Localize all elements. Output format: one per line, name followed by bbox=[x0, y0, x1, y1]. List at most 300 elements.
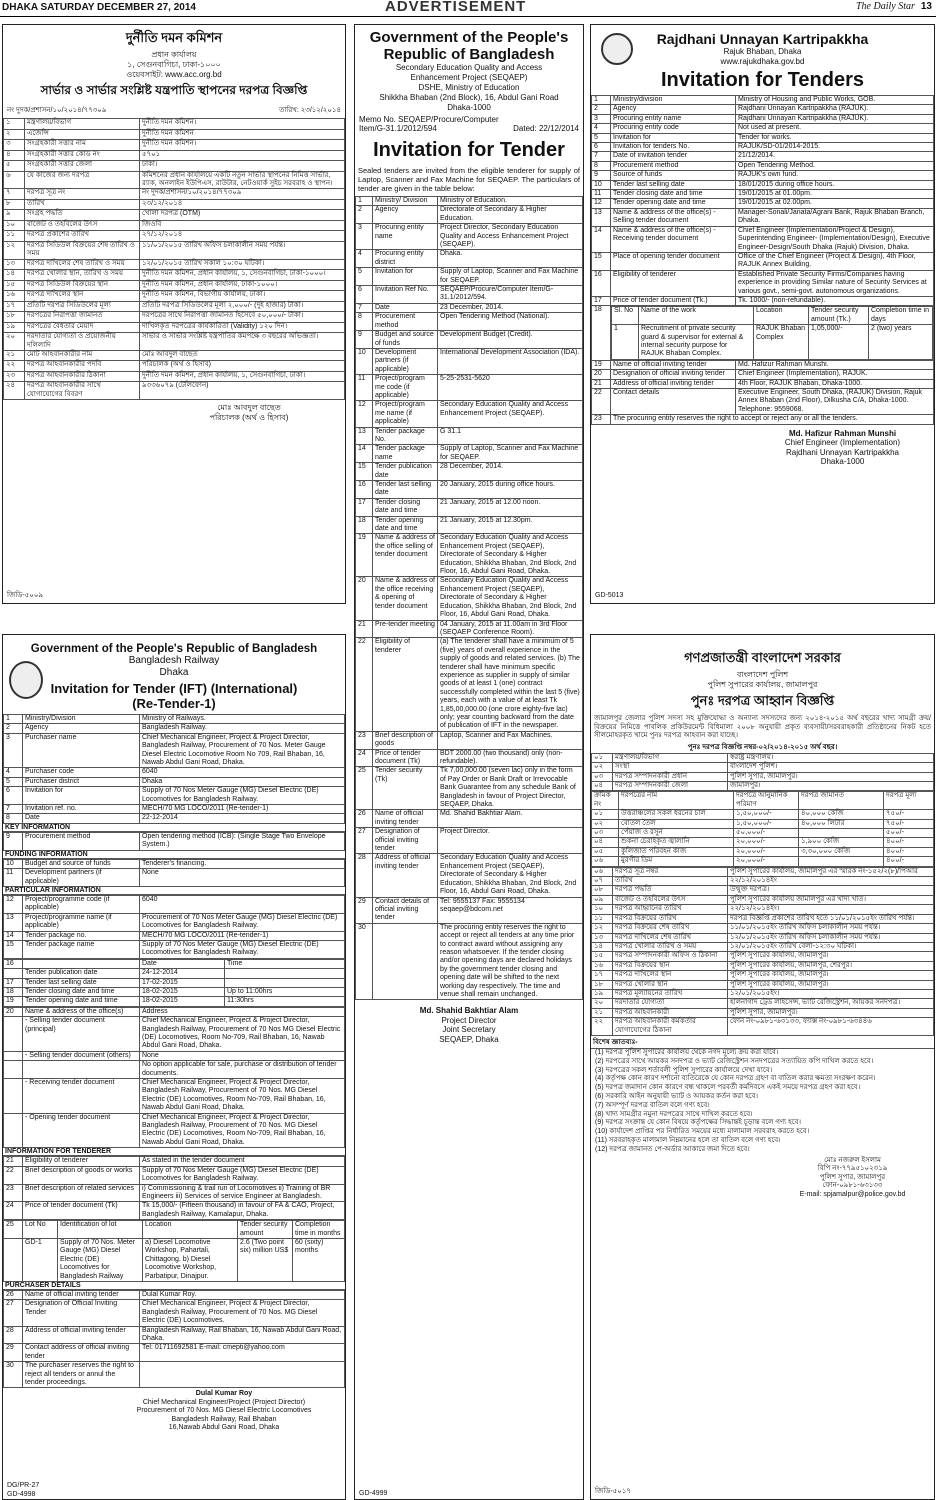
table-cell: ২২/১২/২০১৪ইং। bbox=[728, 905, 934, 914]
table-cell: Invitation ref. no. bbox=[23, 805, 140, 814]
table-row bbox=[356, 854, 583, 897]
table-row bbox=[4, 1184, 345, 1202]
table-cell: Manager-Sonali/Janata/Agrani Bank, Rajuk Bhaban Branch, Dhaka. bbox=[736, 208, 934, 226]
table-cell: দরপত্রের সাথে নিরাপত্তা জামানত হিসেবে ৫০,০০০/- টাকা। bbox=[140, 312, 345, 323]
table-cell: 21 January, 2015 at 12.00 noon. bbox=[438, 498, 583, 516]
table-cell: দরপত্র আহবানকারী bbox=[613, 1008, 728, 1017]
table-cell: 21 bbox=[356, 620, 373, 638]
railway-table-4 bbox=[3, 895, 345, 959]
table-cell: ১৬ bbox=[592, 961, 613, 970]
table-cell: ০৯ bbox=[592, 895, 613, 904]
acc-tender-ad bbox=[2, 24, 346, 604]
table-cell: 6040 bbox=[140, 768, 345, 777]
table-cell: 10 bbox=[356, 348, 373, 374]
table-row bbox=[4, 270, 345, 281]
table-cell: Procuring entity name bbox=[373, 224, 438, 250]
table-cell: দরপত্র পদ্ধতি bbox=[613, 886, 728, 895]
note-item: (9) দরপত্র সংক্রান্ত যে কোন বিষয়ে কর্তৃপক্ষের সিদ্ধান্তই চূড়ান্ত বলে গণ্য হবে। bbox=[595, 1119, 802, 1127]
table-cell: 5 bbox=[592, 133, 611, 142]
table-cell: পুলিশ সুপার, জামালপুর। bbox=[728, 1008, 934, 1017]
table-cell: 19 bbox=[4, 997, 23, 1006]
table-row bbox=[592, 838, 934, 847]
table-row bbox=[4, 997, 345, 1006]
table-cell: বাজেট ও তহবিলের উৎস bbox=[25, 220, 140, 231]
table-cell: 20 bbox=[592, 370, 611, 379]
table-cell: 28 bbox=[356, 854, 373, 897]
table-cell: Time bbox=[225, 959, 345, 968]
table-cell: Supply of 70 Nos. Meter Gauge (MG) Diesel Electric (DE) Locomotives for Bangladesh Railway bbox=[58, 1238, 143, 1281]
table-cell: দরপত্র দাখিলের শেষ তারিখ ও সময় bbox=[25, 259, 140, 270]
table-cell: দরপত্র খোলার স্থান bbox=[613, 980, 728, 989]
table-cell: Budget and source of funds bbox=[373, 331, 438, 349]
page-header bbox=[0, 0, 936, 17]
table-cell: Open Tendering Method. bbox=[736, 161, 934, 170]
table-cell: 26 bbox=[356, 810, 373, 828]
table-cell: 23 bbox=[356, 731, 373, 749]
table-row bbox=[4, 1061, 345, 1079]
table-row bbox=[4, 805, 345, 814]
table-row bbox=[4, 959, 345, 968]
table-cell: ০১ bbox=[592, 753, 613, 762]
table-row bbox=[4, 1007, 345, 1016]
table-row bbox=[592, 171, 934, 180]
table-row bbox=[592, 753, 934, 762]
table-cell: ৫৭০১ bbox=[140, 150, 345, 161]
table-cell: প্রতিটি দরপত্র সিডিউলের মূল্য ২,০০০/- (দুই হাজার) টাকা। bbox=[140, 301, 345, 312]
table-cell: 18/01/2015 during office hours. bbox=[736, 180, 934, 189]
table-row bbox=[592, 914, 934, 923]
police-subhead: পুনঃ দরপত্র বিজ্ঞপ্তি নম্বর-০২/২০১৪-২০১৫ অর্থ বছর। bbox=[687, 743, 838, 751]
table-cell: Date of invitation tender bbox=[611, 152, 736, 161]
table-row bbox=[4, 291, 345, 302]
table-cell: ২১ bbox=[592, 1008, 613, 1017]
table-cell: Invitation for bbox=[611, 133, 736, 142]
table-cell bbox=[373, 923, 438, 1000]
table-cell: 21 bbox=[592, 379, 611, 388]
table-cell: Open Tendering Method (National). bbox=[438, 313, 583, 331]
acc-website: ওয়েবসাইট: www.acc.org.bd bbox=[126, 70, 222, 79]
railway-body bbox=[3, 714, 345, 1388]
table-cell: 16 bbox=[592, 270, 611, 296]
table-cell: Sl. No bbox=[612, 307, 639, 325]
note-item: (5) দরপত্র জমাদান কোন কারণে বন্ধ থাকলে পরবর্তী কর্মদিবসে একই সময়ে দরপত্র গ্রহণ করা হবে। bbox=[595, 1084, 861, 1092]
table-cell: Invitation for bbox=[373, 268, 438, 286]
railway-funding-info: FUNDING INFORMATION bbox=[3, 851, 345, 859]
table-row bbox=[592, 370, 934, 379]
table-row bbox=[356, 498, 583, 516]
table-cell: None bbox=[140, 1051, 345, 1060]
table-cell bbox=[225, 978, 345, 987]
table-cell: দরপত্রে আনুমানিক পরিমাণ bbox=[734, 792, 799, 810]
table-cell: Dhaka. bbox=[438, 250, 583, 268]
table-cell: Name & address of the office(s) bbox=[23, 1007, 140, 1016]
table-cell bbox=[23, 1061, 140, 1079]
table-cell: ১৪ bbox=[4, 270, 25, 281]
table-row bbox=[4, 140, 345, 151]
table-cell: ৫ bbox=[4, 161, 25, 172]
table-cell bbox=[799, 857, 884, 866]
table-cell: Name of the work bbox=[639, 307, 754, 325]
rajuk-tender-ad bbox=[590, 24, 935, 604]
table-row bbox=[4, 259, 345, 270]
table-cell: G 31.1 bbox=[438, 427, 583, 445]
rajuk-title: Rajdhani Unnayan Kartripakkha bbox=[656, 31, 869, 47]
table-row bbox=[356, 897, 583, 923]
table-cell: GD-1 bbox=[23, 1238, 58, 1281]
table-cell: দরপত্র আহবানকারীর সাথে যোগাযোগের বিবরণ bbox=[25, 382, 140, 400]
table-row bbox=[356, 731, 583, 749]
table-cell: 60 (sixty) months bbox=[293, 1238, 345, 1281]
table-cell: নং দুদক/প্রশাসন/১০/২০১৪/৭৭৩০৯ bbox=[140, 189, 345, 200]
table-cell: 1,05,000/- bbox=[809, 325, 869, 360]
table-cell: Name & address of the office receiving & opening of tender document bbox=[373, 577, 438, 620]
table-cell: 30 bbox=[4, 1362, 23, 1388]
table-cell: দুর্নীতি দমন কমিশন, প্রধান কার্যালয়, ১, সেগুনবাগিচা, ঢাকা-১০০০। bbox=[140, 270, 345, 281]
table-cell: বাজেট ও তহবিলের উৎস bbox=[613, 895, 728, 904]
table-cell: 7 bbox=[592, 152, 611, 161]
table-cell: Purchaser name bbox=[23, 733, 140, 768]
table-cell: Place of opening tender document bbox=[611, 252, 736, 270]
table-row bbox=[4, 171, 345, 189]
table-row bbox=[592, 877, 934, 886]
table-cell: Date bbox=[23, 814, 140, 823]
table-cell: জিওবি bbox=[140, 220, 345, 231]
table-row bbox=[592, 772, 934, 781]
table-cell: Chief Mechanical Engineer, Project & Project Director, Bangladesh Railway, Procurement of 70 Nos. MG Diesel Electric (DE) Locomotives. bbox=[140, 1300, 345, 1326]
table-cell: ৪০,০০০ কেজি bbox=[799, 810, 884, 819]
table-cell: 29 bbox=[4, 1344, 23, 1362]
acc-office: প্রধান কার্যালয় bbox=[151, 50, 197, 59]
table-cell: Chief Mechanical Engineer, Project & Project Director, Bangladesh Railway, Procurement of 70 Nos. MG Diesel Electric (DE) Locomotives, Room No-709, Rail Bhaban, 16, Nawab Abdul Gani Road, Dhaka. bbox=[140, 1079, 345, 1114]
table-cell: 2 bbox=[356, 206, 373, 224]
table-cell: Purchaser code bbox=[23, 768, 140, 777]
table-cell: পুলিশ সুপারের কার্যালয় জামালপুর এর খাদ্য খাত। bbox=[728, 895, 934, 904]
table-cell: 11 bbox=[592, 190, 611, 199]
table-cell: ০৭ bbox=[592, 877, 613, 886]
table-row bbox=[4, 312, 345, 323]
table-cell: Agency bbox=[611, 105, 736, 114]
table-cell: Name of official inviting tender bbox=[611, 360, 736, 369]
seqaep-memo-line: Item/G-31.1/2012/594 Dated: 22/12/2014 bbox=[359, 124, 579, 133]
table-cell: 30 bbox=[356, 923, 373, 1000]
table-row bbox=[612, 307, 933, 325]
table-row bbox=[356, 401, 583, 427]
acc-signature: মোঃ আবদুল বাছেত পরিচালক (অর্থ ও হিসাব) bbox=[209, 403, 289, 422]
table-row bbox=[4, 1290, 345, 1299]
table-row bbox=[4, 787, 345, 805]
seqaep-sub-3: DSHE, Ministry of Education bbox=[418, 83, 520, 92]
table-cell: None bbox=[140, 869, 345, 887]
table-row bbox=[356, 206, 583, 224]
table-cell: a) Diesel Locomotive Workshop, Pahartali, Chittagong. b) Diesel Locomotive Workshop, Parbatipur, Dinajpur. bbox=[143, 1238, 238, 1281]
police-heading: পুনঃ দরপত্র আহ্বান বিজ্ঞপ্তি bbox=[690, 693, 835, 708]
table-cell: Project/program me code (if applicable) bbox=[373, 375, 438, 401]
table-cell: 18 bbox=[592, 306, 611, 360]
table-cell bbox=[4, 1017, 23, 1052]
table-row bbox=[4, 1051, 345, 1060]
table-cell: ৪০০/- bbox=[884, 857, 934, 866]
table-cell: 23 December, 2014. bbox=[438, 303, 583, 312]
table-cell: Ministry of Education. bbox=[438, 197, 583, 206]
note-item: (2) দরপত্রের সাথে আয়কর সনদপত্র ও ভ্যাট রেজিস্ট্রেশন সনদপত্রের সত্যায়িত কপি দাখিল করতে হবে। bbox=[595, 1057, 874, 1065]
table-cell: Name & address of the office(s) - Receiving tender document bbox=[611, 226, 736, 252]
table-row bbox=[592, 270, 934, 296]
table-cell: ১০ bbox=[4, 220, 25, 231]
table-cell: 25 bbox=[356, 767, 373, 810]
table-cell bbox=[4, 1113, 23, 1148]
table-cell: Project/program me name (if applicable) bbox=[373, 401, 438, 427]
table-cell: শুকনা চেরাইকৃত জ্বালানি bbox=[619, 838, 734, 847]
table-cell: দরপত্র সিডিউল বিক্রয়ের স্থান bbox=[25, 280, 140, 291]
table-row bbox=[4, 895, 345, 913]
table-cell: দরপত্র সিডিউল বিক্রয়ের শেষ তারিখ ও সময় bbox=[25, 241, 140, 259]
table-row bbox=[4, 832, 345, 850]
table-cell: ক্রমিক নং bbox=[592, 792, 619, 810]
table-row bbox=[592, 971, 934, 980]
section-label: ADVERTISEMENT bbox=[385, 0, 527, 15]
table-cell: দুর্নীতি দমন কমিশন। bbox=[140, 119, 345, 130]
table-cell: 3 bbox=[356, 224, 373, 250]
police-body bbox=[591, 753, 934, 1155]
table-row bbox=[592, 152, 934, 161]
table-row bbox=[592, 208, 934, 226]
table-row bbox=[4, 724, 345, 733]
table-cell: পুলিশ সুপারের কার্যালয়, জামালপুর। bbox=[728, 971, 934, 980]
table-cell: দরপত্র মূল্যায়নের তারিখ bbox=[613, 989, 728, 998]
table-cell: Procuring entity district bbox=[373, 250, 438, 268]
railway-offices-table bbox=[3, 1007, 345, 1149]
seqaep-signature: Md. Shahid Bakhtiar Alam Project Director Joint Secretary SEQAEP, Dhaka bbox=[419, 1006, 519, 1044]
table-cell: ৯ bbox=[4, 210, 25, 221]
table-cell: দরপত্র বিক্রয়ের শেষ তারিখ bbox=[613, 924, 728, 933]
table-row bbox=[356, 268, 583, 286]
police-title: গণপ্রজাতন্ত্রী বাংলাদেশ সরকার bbox=[684, 650, 841, 665]
dateline: DHAKA SATURDAY DECEMBER 27, 2014 bbox=[2, 2, 196, 13]
table-row bbox=[4, 969, 345, 978]
table-cell: - Selling tender document (others) bbox=[23, 1051, 140, 1060]
note-item: (10) কার্যাদেশ প্রাপ্তির পর নির্ধারিত সময়ের মধ্যে মালামাল সরবরাহ করতে হবে। bbox=[595, 1128, 810, 1136]
table-cell: Ministry/ Division bbox=[373, 197, 438, 206]
table-cell: ১৫ bbox=[592, 952, 613, 961]
table-row bbox=[4, 1300, 345, 1326]
table-row bbox=[592, 999, 934, 1008]
table-cell: ৯৩৩৬০৭৯ (টেলিফোন) bbox=[140, 382, 345, 400]
table-cell: 24 bbox=[4, 1202, 23, 1220]
table-cell: মন্ত্রণালয়/বিভাগ bbox=[613, 753, 728, 762]
table-cell: 18-02-2015 bbox=[140, 997, 225, 1006]
railway-table-6 bbox=[3, 1290, 345, 1388]
table-cell: Dulal Kumar Roy. bbox=[140, 1290, 345, 1299]
table-cell: 18-02-2015 bbox=[140, 987, 225, 996]
table-row bbox=[356, 197, 583, 206]
table-cell: Completion time in days bbox=[869, 307, 933, 325]
table-cell: ০৪ bbox=[592, 782, 613, 791]
table-cell: 10 bbox=[592, 180, 611, 189]
masthead: The Daily Star 13 bbox=[855, 1, 932, 12]
table-cell: ১২/০১/২০১৫ তারিখ সকাল ১০:৩০ ঘটিকা। bbox=[140, 259, 345, 270]
table-cell: ৪০,০০০ লিটার bbox=[799, 819, 884, 828]
table-cell: Directorate of Secondary & Higher Education. bbox=[438, 206, 583, 224]
table-cell: Procurement method bbox=[611, 161, 736, 170]
table-cell: Tender closing date and time bbox=[23, 987, 140, 996]
table-cell: 19/01/2015 at 02.00pm. bbox=[736, 199, 934, 208]
acc-table bbox=[3, 118, 345, 400]
railway-table-2 bbox=[3, 832, 345, 851]
table-cell: দরদাতার যোগ্যতা bbox=[613, 999, 728, 1008]
table-cell: দুর্নীতি দমন কমিশন, প্রধান কার্যালয়, ঢাকা-১০০০। bbox=[140, 280, 345, 291]
table-row bbox=[356, 638, 583, 731]
table-cell: দরপত্র সূত্র নং bbox=[25, 189, 140, 200]
railway-sub-1: Bangladesh Railway bbox=[128, 655, 220, 666]
table-cell: ১৭ bbox=[592, 971, 613, 980]
table-cell: কমিশনের প্রধান কার্যালয়ে একটি নতুন সার্ভার স্থাপনের নিমিত্ত সার্ভার, র‍্যাক, অনলাইন ইউপিএস, রাউটার, নেটওয়ার্ক সুইচ সরবরাহ ও স্থাপন। bbox=[140, 171, 345, 189]
table-row bbox=[4, 350, 345, 361]
table-cell: Procuring entity code bbox=[611, 124, 736, 133]
table-cell: 18 bbox=[4, 987, 23, 996]
table-cell: Date bbox=[140, 959, 225, 968]
table-cell: বোতল তৈল bbox=[619, 819, 734, 828]
table-cell: Ministry of Housing and Public Works, GOB. bbox=[736, 96, 934, 105]
table-cell: ৫০,০০০/- bbox=[734, 829, 799, 838]
rajuk-code: GD-5013 bbox=[595, 592, 624, 599]
railway-particular-info: PARTICULAR INFORMATION bbox=[3, 887, 345, 895]
railway-title: Government of the People's Republic of Bangladesh bbox=[30, 643, 318, 655]
table-cell: Name of official inviting tender bbox=[373, 810, 438, 828]
table-cell: Supply of Laptop, Scanner and Fax Machine for SEQAEP. bbox=[438, 445, 583, 463]
acc-address: ১, সেগুনবাগিচা, ঢাকা-১০০০ bbox=[127, 60, 221, 69]
railway-tenderer-info: INFORMATION FOR TENDERER bbox=[3, 1148, 345, 1156]
table-cell: ৬ bbox=[4, 171, 25, 189]
table-cell: দরপত্র বিক্রয়ের তারিখ bbox=[613, 914, 728, 923]
table-row bbox=[356, 250, 583, 268]
table-row bbox=[592, 980, 934, 989]
table-cell: Laptop, Scanner and Fax Machines. bbox=[438, 731, 583, 749]
table-cell: দরপত্র সূত্র নম্বর bbox=[613, 867, 728, 876]
police-tender-ad bbox=[590, 634, 935, 1500]
note-item: (8) খাদ্য সামগ্রীর নমুনা দরপত্রের সাথে দাখিল করতে হবে। bbox=[595, 1110, 753, 1118]
table-cell: Bangladesh Railway, Rail Bhaban, 16, Nawab Abdul Gani Road, Dhaka. bbox=[140, 1326, 345, 1344]
table-row bbox=[4, 777, 345, 786]
table-cell: Price of tender document (Tk) bbox=[23, 1202, 140, 1220]
table-cell: Procurement of 70 Nos Meter Gauge (MG) Diesel Electric (DE) Locomotives for Bangladesh Railway. bbox=[140, 913, 345, 931]
table-cell: Invitation for tenders No. bbox=[611, 143, 736, 152]
table-cell: যে কাজের জন্য দরপত্র bbox=[25, 171, 140, 189]
table-cell: 14 bbox=[356, 445, 373, 463]
acc-title: দুর্নীতি দমন কমিশন bbox=[125, 30, 223, 45]
note-item: (7) অসম্পূর্ণ দরপত্র বাতিল বলে গণ্য হবে। bbox=[595, 1101, 710, 1109]
table-cell: Executive Engineer, South Dhaka, (RAJUK) Division, Rajuk Annex Bhaban (2nd Floor), Dilkusha C/A, Dhaka-1000. Telephone: 9559068. bbox=[736, 389, 934, 415]
table-cell: 18 bbox=[356, 516, 373, 534]
table-cell: ১৫ bbox=[4, 280, 25, 291]
police-items-table bbox=[591, 791, 934, 866]
table-cell: International Development Association (IDA). bbox=[438, 348, 583, 374]
table-cell: ২৩ bbox=[4, 371, 25, 382]
table-cell: The procuring entity reserves the right to accept or reject any or all the tenders. bbox=[611, 415, 934, 424]
seqaep-memo: Memo No. SEQAEP/Procure/Computer bbox=[359, 115, 499, 124]
table-cell: 9 bbox=[592, 171, 611, 180]
table-cell: Ministry/Division bbox=[23, 715, 140, 724]
table-cell: Agency bbox=[373, 206, 438, 224]
table-cell: ২২ bbox=[4, 361, 25, 372]
table-row bbox=[592, 226, 934, 252]
table-cell: Identification of lot bbox=[58, 1221, 143, 1239]
table-cell: ১২/০১/২০১৫ইং তারিখ বেলা-১২:৩০ ঘটিকা। bbox=[728, 942, 934, 951]
table-cell: 14 bbox=[592, 226, 611, 252]
table-cell: Source of funds bbox=[611, 171, 736, 180]
note-item: (12) দরপত্র জামানত পে-অর্ডার আকারে জমা দিতে হবে। bbox=[595, 1145, 750, 1153]
table-cell: Contact details bbox=[611, 389, 736, 415]
table-cell: প্রতিটি দরপত্র সিডিউলের মূল্য bbox=[25, 301, 140, 312]
table-cell: ১৪ bbox=[592, 942, 613, 951]
rajuk-work-table bbox=[611, 306, 933, 359]
table-row bbox=[592, 895, 934, 904]
railway-heading-2: (Re-Tender-1) bbox=[132, 696, 216, 711]
table-cell: ২০,০০০/- bbox=[734, 847, 799, 856]
table-cell: ২০ bbox=[592, 999, 613, 1008]
table-cell: Dhaka bbox=[140, 777, 345, 786]
railway-code-2: GD-4998 bbox=[7, 1491, 36, 1498]
table-cell: মন্ত্রণালয়/বিভাগ bbox=[25, 119, 140, 130]
table-cell: 1 bbox=[592, 96, 611, 105]
table-cell: Tender package name bbox=[23, 940, 140, 958]
table-cell: ০৩ bbox=[592, 772, 613, 781]
table-cell: দরপত্র মূল্য bbox=[884, 792, 934, 810]
table-cell: ১২/০১/২০১৫ইং। bbox=[728, 989, 934, 998]
police-sub-1: বাংলাদেশ পুলিশ bbox=[736, 670, 789, 679]
table-row bbox=[592, 296, 934, 305]
table-row bbox=[356, 481, 583, 499]
table-cell: 5 bbox=[356, 268, 373, 286]
table-cell: Established Private Security Firms/Companies having experience in providing Similar nature of Security Services at various govt., semi-govt. autonomous organizations. bbox=[736, 270, 934, 296]
table-row bbox=[592, 867, 934, 876]
table-cell: ৭ bbox=[4, 189, 25, 200]
table-cell bbox=[140, 1362, 345, 1388]
table-cell: ১৮ bbox=[592, 980, 613, 989]
table-cell: 6 bbox=[4, 787, 23, 805]
table-cell: Project/programme name (if applicable) bbox=[23, 913, 140, 931]
rajuk-website: www.rajukdhaka.gov.bd bbox=[720, 57, 805, 66]
work-table-cell bbox=[611, 306, 934, 360]
table-cell: 15 bbox=[592, 252, 611, 270]
table-cell: 4 bbox=[592, 124, 611, 133]
table-cell: 2 bbox=[4, 724, 23, 733]
table-cell: (a) The tenderer shall have a minimum of 5 (five) years of overall experience in the supply of goods and related services. (b) The tenderer shall have minimum specific experience as supplier in supply of similar goods of at least 1 (one) contract successfully completed within the last 5 (five) years, each with a value of at least Tk 1,85,00,000.00 (one crore eighty-five lac) only; year counting backward from the date of publication of IFT in the newspaper. bbox=[438, 638, 583, 731]
table-cell: ১০ bbox=[592, 905, 613, 914]
table-cell: পুলিশ সুপারের কার্যালয়, জামালপুর। bbox=[728, 980, 934, 989]
note-item: (6) সরকারি আইন অনুযায়ী ভ্যাট ও আয়কর কর্তন করা হবে। bbox=[595, 1092, 759, 1100]
seqaep-sub-4: Shikkha Bhaban (2nd Block), 16, Abdul Gani Road bbox=[379, 93, 559, 102]
table-cell: 3 bbox=[4, 733, 23, 768]
railway-heading: Invitation for Tender (IFT) (International) bbox=[50, 681, 298, 696]
table-cell: ১১/০১/২০১৫ তারিখ অফিস চলাকালীন সময় পর্যন্ত। bbox=[140, 241, 345, 259]
table-cell: 24 bbox=[356, 749, 373, 767]
table-cell: ২১ bbox=[4, 350, 25, 361]
table-cell: 13 bbox=[356, 427, 373, 445]
table-cell: ১২ bbox=[4, 241, 25, 259]
table-cell bbox=[4, 1051, 23, 1060]
table-cell: ০৮ bbox=[592, 886, 613, 895]
table-cell: 12 bbox=[356, 401, 373, 427]
table-cell: Procurement method bbox=[23, 832, 140, 850]
table-cell: দরপত্র সম্পাদনকারী প্রধান bbox=[613, 772, 728, 781]
table-row bbox=[4, 231, 345, 242]
table-row bbox=[612, 325, 933, 360]
table-cell: Address bbox=[140, 1007, 345, 1016]
table-cell: ১৩ bbox=[4, 259, 25, 270]
table-cell: Budget and source of funds bbox=[23, 859, 140, 868]
table-row bbox=[592, 819, 934, 828]
table-cell: As stated in the tender document bbox=[140, 1157, 345, 1166]
